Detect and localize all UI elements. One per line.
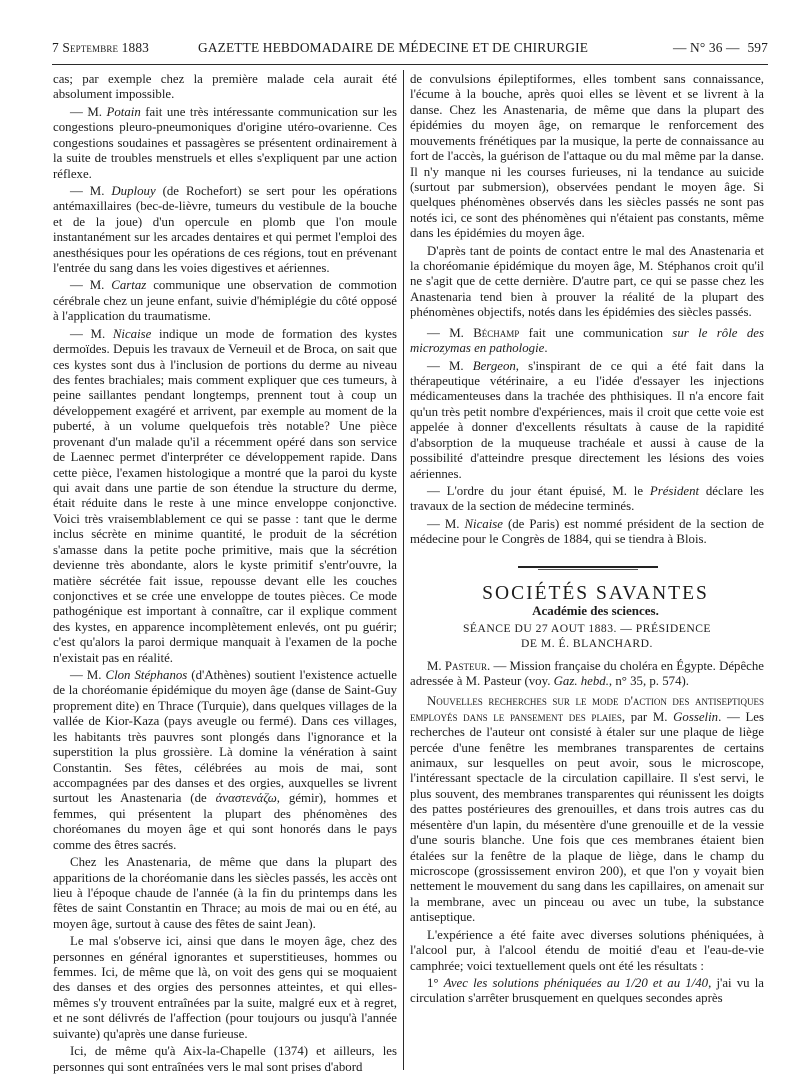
paragraph-duplouy: — M. Duplouy (de Rochefort) se sert pour les opérations antémaxillaires (bec-de-lièvre, tumeurs du vestibule de la bouche et de la joue) d'un opercule en plomb que l'on moule instantanément sur les arcades dentaires et qui permet l'emploi des anesthésiques pour les opérations de ces régions, tout en prévenant l'entrée du sang dans les voies digestives et aériennes. xyxy=(53,183,397,276)
column-divider xyxy=(403,70,404,1070)
paragraph: L'expérience a été faite avec diverses solutions phéniquées, à l'alcool pur, à l'alcool étendu de moitié d'eau et l'eau-de-vie camphrée; voici textuellement quels ont été les résultats : xyxy=(410,927,764,973)
seance-heading xyxy=(410,621,764,651)
author-name: Nicaise xyxy=(112,326,152,341)
paragraph: — L'ordre du jour étant épuisé, M. le Président déclare les travaux de la section de médecine terminés. xyxy=(410,483,764,514)
section-ornament-rule xyxy=(410,556,764,578)
author-name: Président xyxy=(649,483,700,498)
header-journal-title: GAZETTE HEBDOMADAIRE DE MÉDECINE ET DE CHIRURGIE xyxy=(198,40,589,55)
paragraph: de convulsions épileptiformes, elles tombent sans connaissance, l'écume à la bouche, après quoi elles se lèvent et se livrent à la danse. Chez les Anastenaria, de même que dans la plupart des épidémies du moyen âge, on remarque le renforcement des mouvements frénétiques par la musique, la perte de connaissance au fort de l'accès, la guérison de l'attaque ou du mal même par la danse. Il n'y manque ni les courses furieuses, ni la tendance au suicide (surtout par submersion), observées pendant le moyen âge. Si quelques phénomènes observés dans les siècles passés ne sont pas notés ici, ce sont des phénomènes qui n'étaient pas constants, même dans les épidémies du moyen âge. xyxy=(410,72,764,241)
right-column xyxy=(410,72,764,1009)
paragraph-nicaise: — M. Nicaise indique un mode de formation des kystes dermoïdes. Depuis les travaux de Verneuil et de Broca, on sait que ces kystes sont dus à l'inclusion de portions du derme au niveau des fentes brachiales; mais comment expliquer que ces tumeurs, à peine saillantes pendant longtemps, prennent tout à coup un développement exagéré et arrivent, par exemple au moment de la puberté, à un volume quelquefois très notable? Une pièce provenant d'un malade qu'il a récemment opéré dans son service de Laennec permet d'interpréter ce développement rapide. Dans cette pièce, l'examen histologique a montré que la paroi du kyste qui avait dans une partie de son étendue la structure du derme, était réduite dans le reste à une mince enveloppe conjonctive. Voici très vraisemblablement ce qui se passe : tant que le derme inclus sécrète en minime quantité, le produit de la sécrétion s'amasse dans la petite poche primitive, mais que la sécrétion devienne très abondante, alors le kyste primitif s'entr'ouvre, la matière sécrétée fait issue, repousse devant elle les couches conjonctives et se crée une enveloppe de toutes pièces. Ce mode pathogénique est important à connaître, car il explique comment des kystes, en apparence incomplètement enlevés, ont pu guérir; c'est qu'alors la paroi dermique manquait à l'examen de la poche n'existait pas en réalité. xyxy=(53,326,397,665)
subsection-title: Académie des sciences. xyxy=(532,603,659,619)
paragraph: — M. Nicaise (de Paris) est nommé président de la section de médecine pour le Congrès de 1884, qui se tiendra à Blois. xyxy=(410,516,764,547)
reference: Gaz. hebd. xyxy=(553,673,609,688)
article-heading: Nouvelles recherches sur le mode d'action des antiseptiques employés dans le pansement des plaies, xyxy=(410,694,764,724)
result-heading: Avec les solutions phéniquées au 1/20 et au 1/40 xyxy=(443,975,709,990)
header-page-number: 597 xyxy=(747,40,768,55)
author-name: Cartaz xyxy=(111,278,147,293)
paragraph: Ici, de même qu'à Aix-la-Chapelle (1374) et ailleurs, les personnes qui sont entraînées vers le mal sont prises d'abord xyxy=(53,1044,397,1074)
paragraph-bechamp: — M. Béchamp fait une communication sur le rôle des microzymas en pathologie. xyxy=(410,325,764,356)
paragraph-cartaz: — M. Cartaz communique une observation de commotion cérébrale chez un jeune enfant, suivie d'hémiplégie du côté opposé à l'application du traumatisme. xyxy=(53,278,397,324)
paragraph-potain: — M. Potain fait une très intéressante communication sur les congestions pleuro-pneumoniques d'origine utéro-ovarienne. Ces congestions soudaines et passagères se présentent ordinairement à la suite de troubles menstruels et elles s'expliquent par une action réflexe. xyxy=(53,104,397,181)
paragraph-gosselin: Nouvelles recherches sur le mode d'action des antiseptiques employés dans le pansement des plaies, par M. Gosselin. — Les recherches de l'auteur ont consisté à étaler sur une plaque de liège percée d'une fenêtre les membranes transparentes de certains animaux, sur lesquelles on peut avoir, sous le microscope, l'intéressant spectacle de la circulation capillaire. Il s'est servi, le plus souvent, des membranes transparentes qui réunissent les doigts des pattes postérieures des grenouilles, et dans trois autres cas du mésentère d'un lapin, du mésentère d'une grenouille et de la vessie d'une souris blanche. Une fois que ces membranes étaient bien étalées sur la fenêtre de la plaque de liège, dans le champ du microscope (grossissement environ 200), et que l'on y voyait bien nettement le mouvement du sang dans les capillaires, on amenait sur la membrane, avec un pinceau ou avec un tube, la substance antiseptique. xyxy=(410,694,764,925)
paragraph-bergeon: — M. Bergeon, s'inspirant de ce qui a été fait dans la thérapeutique vétérinaire, a eu l'idée d'essayer les injections médicamenteuses dans la trachée des phthisiques. Il n'a encore fait qu'un très petit nombre d'expériences, mais il croit que cette voie est appelée à donner d'excellents résultats à cause de la rapidité d'absorption de la muqueuse trachéale et aussi à cause de la possibilité d'atteindre presque directement les lésions des voies aériennes. xyxy=(410,358,764,481)
paragraph: Chez les Anastenaria, de même que dans la plupart des apparitions de la choréomanie dans les siècles passés, les accès ont lieu à l'époque chaude de l'année (à la fin du printemps dans les fêtes de saint Constantin en Thrace; au mois de mai ou en été, au moyen âge, surtout à cause des fêtes de saint Jean). xyxy=(53,855,397,931)
paragraph: D'après tant de points de contact entre le mal des Anastenaria et la choréomanie épidémique du moyen âge, M. Stéphanos croit qu'il ne s'agit que de cette dernière. D'autre part, ce qui se passe chez les Anastenaria tend bien à prouver la réalité de la plupart des phénomènes objectifs, notés dans les épidémies des siècles passés. xyxy=(410,243,764,320)
seance-line: SÉANCE DU 27 AOUT 1883. — PRÉSIDENCE xyxy=(462,621,712,635)
paragraph: cas; par exemple chez la première malade cela aurait été absolument impossible. xyxy=(53,72,397,102)
author-name: M. Pasteur. xyxy=(427,658,491,673)
seance-line: DE M. É. BLANCHARD. xyxy=(521,636,653,650)
running-header xyxy=(52,40,768,60)
greek-word: ἀναστενάζω xyxy=(215,791,277,806)
author-name: Clon Stéphanos xyxy=(105,668,188,683)
header-rule xyxy=(52,64,768,65)
author-name: Duplouy xyxy=(111,183,156,198)
paragraph-pasteur: M. Pasteur. — Mission française du choléra en Égypte. Dépêche adressée à M. Pasteur (voy. Gaz. hebd., n° 35, p. 574). xyxy=(410,658,765,688)
author-name: Nicaise xyxy=(464,516,503,531)
communication-title: sur le rôle des microzymas en pathologie xyxy=(410,325,764,356)
author-name: Béchamp xyxy=(473,325,520,340)
header-issue-number: — N° 36 — xyxy=(673,40,740,55)
author-name: Potain xyxy=(106,104,141,119)
header-date: 7 Septembre 1883 xyxy=(52,40,150,55)
section-title: SOCIÉTÉS SAVANTES xyxy=(482,582,709,604)
paragraph-result-1: 1° Avec les solutions phéniquées au 1/20 et au 1/40, j'ai vu la circulation s'arrêter brusquement en quelques secondes après xyxy=(410,975,764,1006)
paragraph-stephanos: — M. Clon Stéphanos (d'Athènes) soutient l'existence actuelle de la choréomanie épidémique du moyen âge (danse de Saint-Guy proprement dite) en Thrace (Turquie), dans quelques villages de la vallée de Kior-Kaza (pays aveugle ou fermé). Dans ces villages, les habitants très pauvres sont plongés dans l'ignorance et la superstition la plus grossière. Là domine la vénération à saint Constantin. Ses fêtes, célébrées au mois de mai, sont accompagnées par des danses et des orgies, auxquelles se livrent surtout les Anastenaria (de ἀναστενάζω, gémir), hommes et femmes, qui présentent la plupart des phénomènes des choréomanes du moyen âge et qui sont honorés dans le pays comme des êtres sacrés. xyxy=(53,668,397,852)
left-column xyxy=(53,72,397,1077)
author-name: Gosselin xyxy=(673,709,719,724)
paragraph: Le mal s'observe ici, ainsi que dans le moyen âge, chez des personnes en général ignorantes et superstitieuses, hommes ou femmes. Ici, de même que là, on voit des gens qui se moquaient des danses et des orgies des personnes atteintes, et qui elles-mêmes s'y trouvent entraînées par la suite, malgré eux et à regret, et ne sont délivrés de l'affection (pour toujours ou jusqu'à l'année suivante) qu'après une danse furieuse. xyxy=(53,934,397,1041)
author-name: Bergeon xyxy=(472,358,516,373)
